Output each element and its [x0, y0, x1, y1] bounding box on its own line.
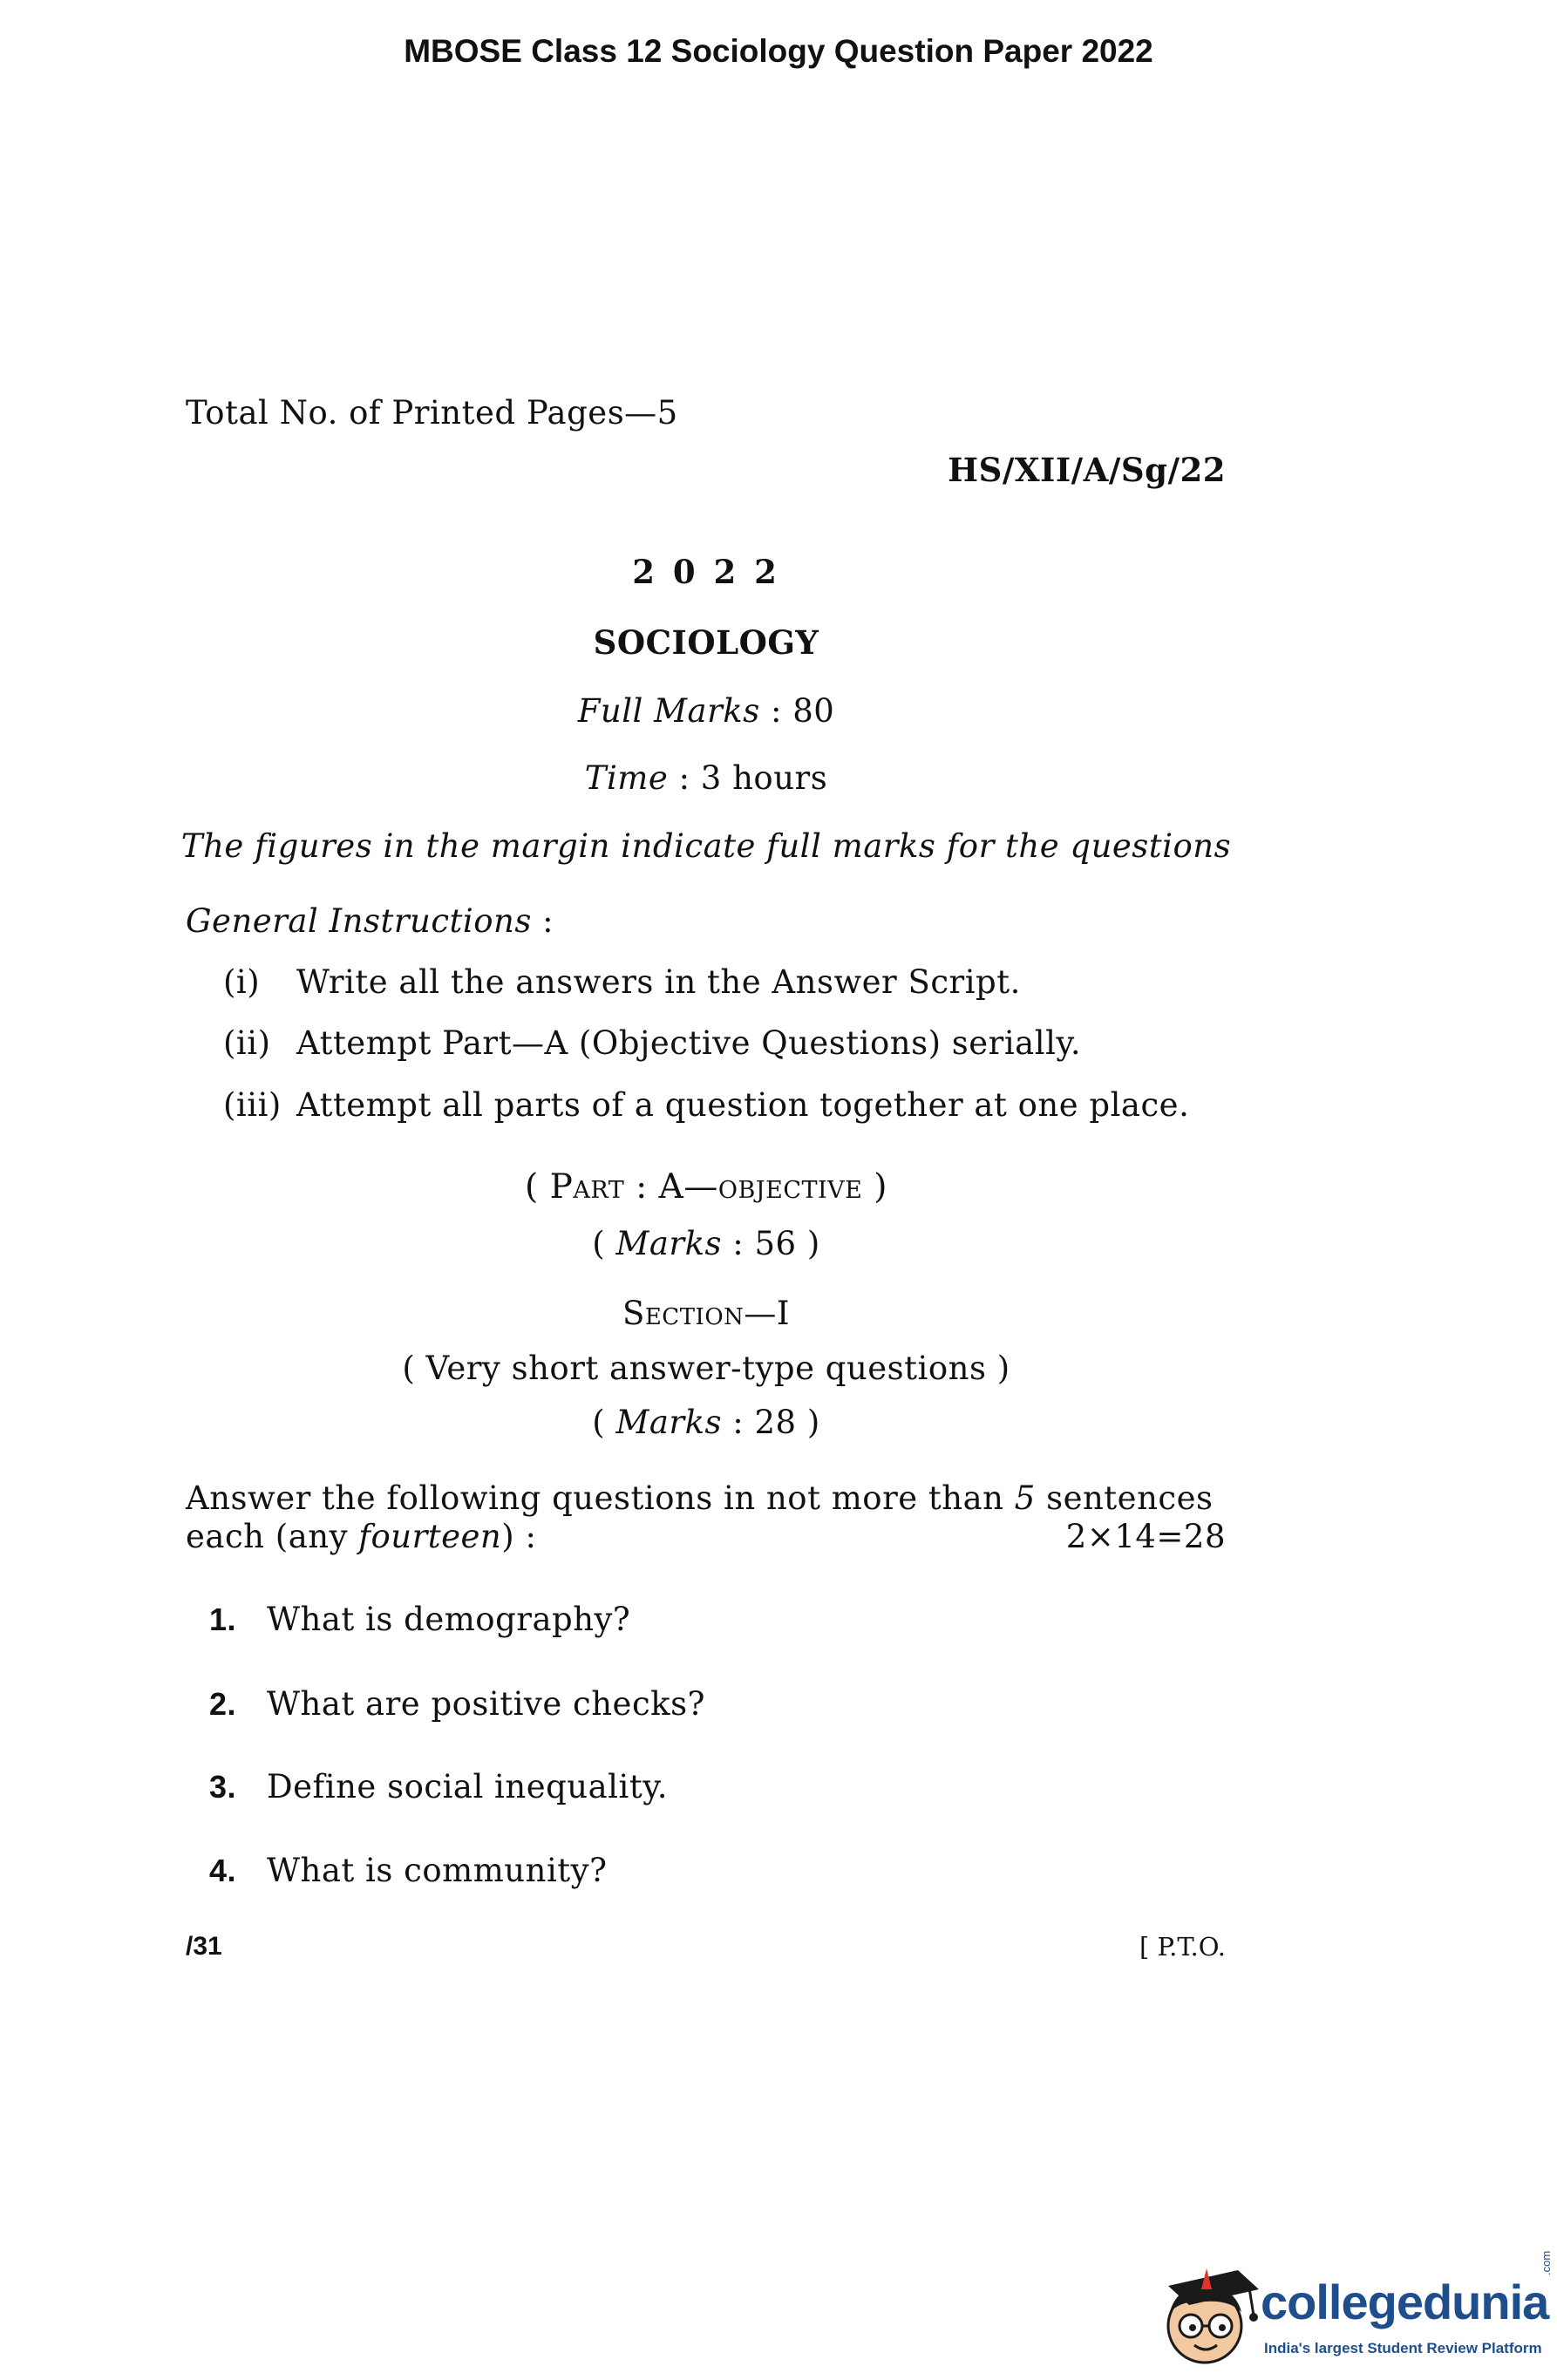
directive-line-2 [186, 1518, 536, 1555]
subject-title: SOCIOLOGY [593, 623, 819, 662]
instruction-num: (i) [223, 963, 261, 1001]
pto-mark: [ P.T.O. [1139, 1932, 1226, 1962]
page-banner-title: MBOSE Class 12 Sociology Question Paper 2022 [404, 33, 1153, 69]
question-text: What is community? [267, 1852, 608, 1889]
full-marks-value: : 80 [770, 692, 835, 730]
directive-choice: fourteen [358, 1518, 502, 1555]
part-marks-open: ( [592, 1225, 606, 1262]
part-title: ( Part : A—objective ) [525, 1167, 887, 1207]
margin-note: The figures in the margin indicate full marks for the questions [180, 827, 1232, 865]
question-number: 4. [209, 1853, 237, 1888]
instructions-label: General Instructions [186, 902, 532, 940]
instruction-text: Attempt Part—A (Objective Questions) serially. [296, 1024, 1082, 1062]
part-marks-value: : 56 ) [732, 1225, 820, 1262]
instruction-text: Attempt all parts of a question together at one place. [296, 1086, 1190, 1124]
section-type: ( Very short answer-type questions ) [402, 1350, 1010, 1387]
time-value: : 3 hours [678, 759, 828, 797]
page-footer-code: /31 [186, 1932, 222, 1961]
part-marks-label: Marks [615, 1225, 722, 1262]
exam-year: 2 0 2 2 [632, 553, 780, 591]
section-marks-open: ( [592, 1404, 606, 1441]
full-marks-label: Full Marks [577, 692, 760, 730]
question-text: What are positive checks? [267, 1685, 705, 1723]
question-item [209, 1601, 630, 1638]
instruction-num: (ii) [223, 1024, 271, 1062]
directive-text: each (any [186, 1518, 348, 1555]
logo-suffix: .com [1540, 2250, 1553, 2275]
question-number: 2. [209, 1686, 237, 1722]
section-marks-value: : 28 ) [732, 1404, 820, 1441]
question-number: 3. [209, 1769, 237, 1805]
directive-text: Answer the following questions in not more than [186, 1479, 1004, 1517]
instruction-num: (iii) [223, 1086, 282, 1124]
section-title: Section—I [622, 1295, 790, 1332]
instructions-title [186, 902, 554, 940]
printed-pages: Total No. of Printed Pages—5 [186, 394, 678, 432]
instructions-colon: : [542, 902, 554, 940]
question-text: What is demography? [267, 1601, 631, 1638]
section-marks-label: Marks [615, 1404, 722, 1441]
instruction-item [223, 1024, 1081, 1062]
question-item [209, 1768, 668, 1805]
section-marks [0, 1404, 1412, 1441]
paper-code: HS/XII/A/Sg/22 [948, 451, 1226, 489]
directive-count: 5 [1014, 1479, 1036, 1517]
directive-line-1 [186, 1479, 1214, 1517]
part-marks [0, 1225, 1412, 1262]
logo-tagline: India's largest Student Review Platform [1264, 2340, 1542, 2356]
instruction-item [223, 1086, 1189, 1124]
directive-text: sentences [1046, 1479, 1214, 1517]
instruction-text: Write all the answers in the Answer Script. [296, 963, 1021, 1001]
directive-text: ) : [501, 1518, 537, 1555]
directive-marks: 2×14=28 [1065, 1518, 1226, 1555]
question-text: Define social inequality. [267, 1768, 668, 1805]
logo-brand: collegedunia [1261, 2275, 1549, 2329]
instruction-item [223, 963, 1021, 1001]
question-number: 1. [209, 1601, 237, 1637]
full-marks [0, 692, 1412, 730]
time [0, 759, 1412, 797]
question-item [209, 1852, 607, 1889]
collegedunia-logo [1151, 2251, 1557, 2377]
time-label: Time [584, 759, 669, 797]
question-item [209, 1685, 705, 1723]
